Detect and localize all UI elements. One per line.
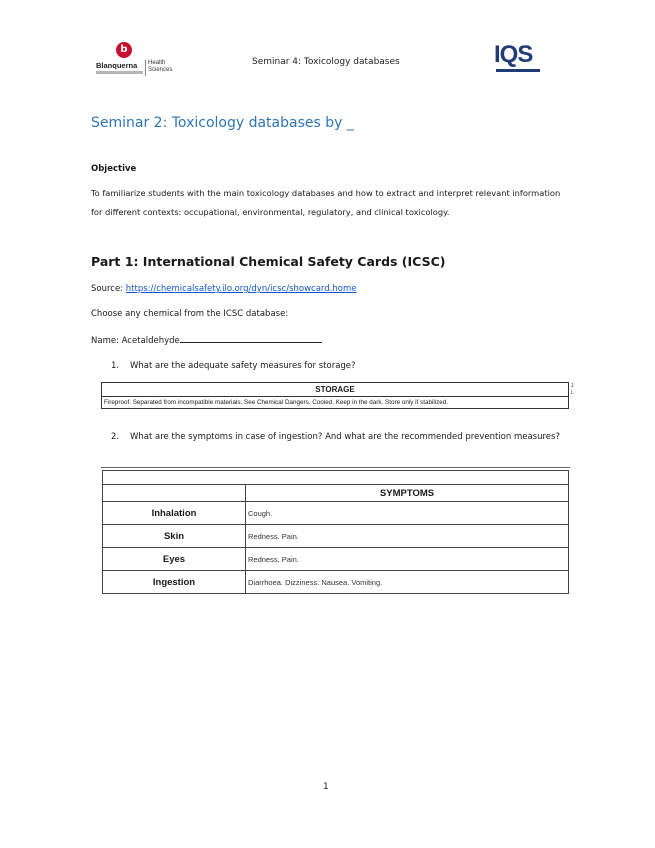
exposure-route: Ingestion <box>103 571 246 594</box>
symptoms-table <box>102 470 569 594</box>
logo-underbar <box>96 71 143 74</box>
exposure-route: Skin <box>103 525 246 548</box>
header-empty-cell <box>103 485 246 502</box>
cut-char: L <box>571 390 574 396</box>
logo-divider <box>145 60 146 76</box>
symptoms-header-row <box>103 485 569 502</box>
table-row <box>103 571 569 594</box>
storage-text: Fireproof. Separated from incompatible materials. See Chemical Dangers. Cooled. Keep in the dark. Store only if stabilized. <box>102 397 569 409</box>
iqs-logo <box>494 42 546 76</box>
storage-table <box>101 382 569 409</box>
question-1 <box>111 359 571 375</box>
running-header-title: Seminar 4: Toxicology databases <box>252 57 400 67</box>
name-fill-line <box>180 334 322 343</box>
chemical-name-line <box>91 334 322 346</box>
symptom-text: Cough. <box>246 502 569 525</box>
objective-heading: Objective <box>91 164 137 174</box>
iqs-logo-text: IQS <box>494 41 533 68</box>
source-label: Source: <box>91 284 126 294</box>
storage-table-cut-edge <box>571 383 574 397</box>
symptom-text: Redness. Pain. <box>246 548 569 571</box>
chemical-name: Name: Acetaldehyde <box>91 336 180 346</box>
symptoms-header: SYMPTOMS <box>246 485 569 502</box>
icsc-link[interactable]: https://chemicalsafety.ilo.org/dyn/icsc/showcard.home <box>125 284 357 294</box>
table-row <box>103 502 569 525</box>
table-row <box>103 548 569 571</box>
objective-text: To familiarize students with the main toxicology databases and how to extract and interpret relevant information for different contexts: occupational, environmental, regulatory, and clinical toxicology. <box>91 188 561 217</box>
iqs-logo-underbar <box>496 69 540 72</box>
blank-cell <box>103 471 569 485</box>
table-row <box>103 525 569 548</box>
document-title: Seminar 2: Toxicology databases by _ <box>91 115 354 131</box>
blanquerna-emblem-icon: b <box>116 42 132 58</box>
question-number: 1. <box>111 361 120 371</box>
choose-instruction: Choose any chemical from the ICSC database: <box>91 309 289 319</box>
question-2 <box>111 430 571 462</box>
question-number: 2. <box>111 432 120 442</box>
symptom-text: Redness. Pain. <box>246 525 569 548</box>
table-top-rule <box>101 467 570 468</box>
symptom-text: Diarrhoea. Dizziness. Nausea. Vomiting. <box>246 571 569 594</box>
exposure-route: Eyes <box>103 548 246 571</box>
blanquerna-logo-name: Blanquerna <box>96 61 138 70</box>
symptoms-blank-row <box>103 471 569 485</box>
blanquerna-logo-subtitle: Health Sciences <box>148 60 173 73</box>
question-text: What are the symptoms in case of ingestion? And what are the recommended prevention measures? <box>130 432 560 442</box>
exposure-route: Inhalation <box>103 502 246 525</box>
part1-heading: Part 1: International Chemical Safety Cards (ICSC) <box>91 254 446 269</box>
blanquerna-logo <box>96 42 186 82</box>
page-number: 1 <box>323 782 329 792</box>
question-text: What are the adequate safety measures for storage? <box>130 361 356 371</box>
source-line <box>91 284 356 294</box>
cut-char: 1 <box>571 383 574 389</box>
storage-header: STORAGE <box>102 383 569 397</box>
